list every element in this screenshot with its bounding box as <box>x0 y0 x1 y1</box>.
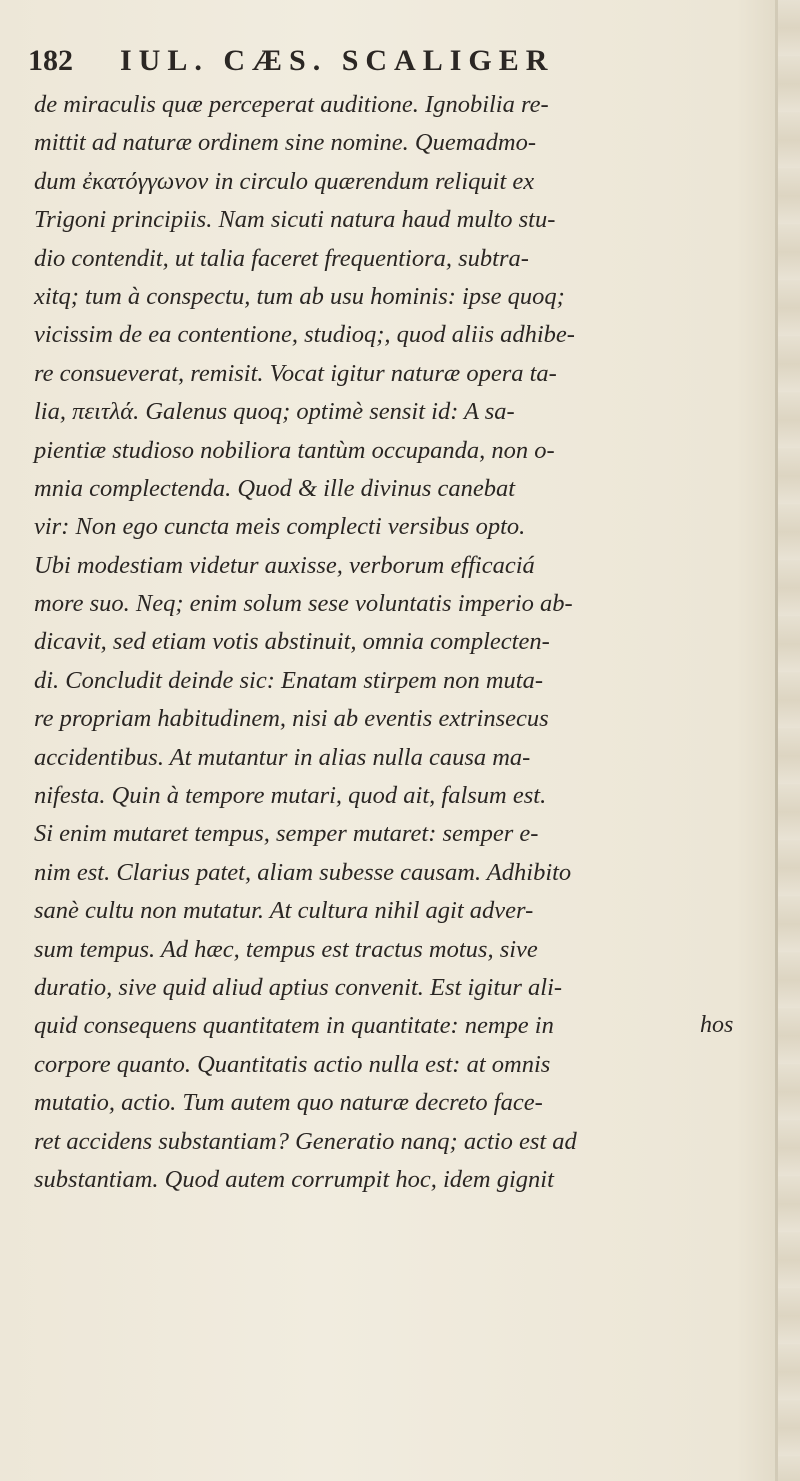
text-line: mittit ad naturæ ordinem sine nomine. Quemadmo- <box>34 129 536 157</box>
page-edge-line <box>775 0 778 1481</box>
page-header <box>28 44 728 84</box>
text-line: lia, πειτλά. Galenus quoq; optimè sensit id: A sa- <box>34 398 515 426</box>
body-text <box>34 86 764 1199</box>
text-line: nim est. Clarius patet, aliam subesse causam. Adhibito <box>34 858 572 886</box>
text-line: Trigoni principiis. Nam sicuti natura haud multo stu- <box>34 206 556 234</box>
text-line: vir: Non ego cuncta meis complecti versibus opto. <box>34 513 526 541</box>
text-line: mnia complectenda. Quod & ille divinus canebat <box>34 474 516 502</box>
text-line: duratio, sive quid aliud aptius convenit. Est igitur ali- <box>34 973 563 1001</box>
text-line: re consueverat, remisit. Vocat igitur naturæ opera ta- <box>34 359 557 387</box>
text-line: mutatio, actio. Tum autem quo naturæ decreto face- <box>34 1089 543 1117</box>
text-line: vicissim de ea contentione, studioq;, quod aliis adhibe- <box>34 321 575 349</box>
text-line: Ubi modestiam videtur auxisse, verborum efficaciá <box>34 551 535 579</box>
text-line: re propriam habitudinem, nisi ab eventis extrinsecus <box>34 705 549 733</box>
text-line: dicavit, sed etiam votis abstinuit, omnia complecten- <box>34 628 550 656</box>
page-number: 182 <box>28 44 73 77</box>
text-line: corpore quanto. Quantitatis actio nulla est: at omnis <box>34 1050 551 1078</box>
text-line: di. Concludit deinde sic: Enatam stirpem non muta- <box>34 666 543 694</box>
text-line: quid consequens quantitatem in quantitate: nempe in <box>34 1012 554 1040</box>
text-line: pientiæ studioso nobiliora tantùm occupanda, non o- <box>34 436 555 464</box>
text-line: ret accidens substantiam? Generatio nanq; actio est ad <box>34 1127 577 1155</box>
catchword: hos <box>700 1012 734 1038</box>
text-line: dum ἐκατόγγωνον in circulo quærendum reliquit ex <box>34 167 535 195</box>
text-line: substantiam. Quod autem corrumpit hoc, idem gignit <box>34 1165 554 1193</box>
text-line: xitq; tum à conspectu, tum ab usu hominis: ipse quoq; <box>34 282 565 310</box>
text-line: more suo. Neq; enim solum sese voluntatis imperio ab- <box>34 590 573 618</box>
text-line: de miraculis quæ perceperat auditione. Ignobilia re- <box>34 91 549 118</box>
text-line: dio contendit, ut talia faceret frequentiora, subtra- <box>34 244 529 272</box>
text-line: nifesta. Quin à tempore mutari, quod ait, falsum est. <box>34 782 547 810</box>
text-line: accidentibus. At mutantur in alias nulla causa ma- <box>34 743 531 771</box>
running-head: IUL. CÆS. SCALIGER <box>120 44 555 77</box>
text-line: Si enim mutaret tempus, semper mutaret: semper e- <box>34 820 539 848</box>
page-gutter <box>778 0 800 1481</box>
text-line: sanè cultu non mutatur. At cultura nihil agit adver- <box>34 897 534 925</box>
text-line: sum tempus. Ad hæc, tempus est tractus motus, sive <box>34 935 538 963</box>
